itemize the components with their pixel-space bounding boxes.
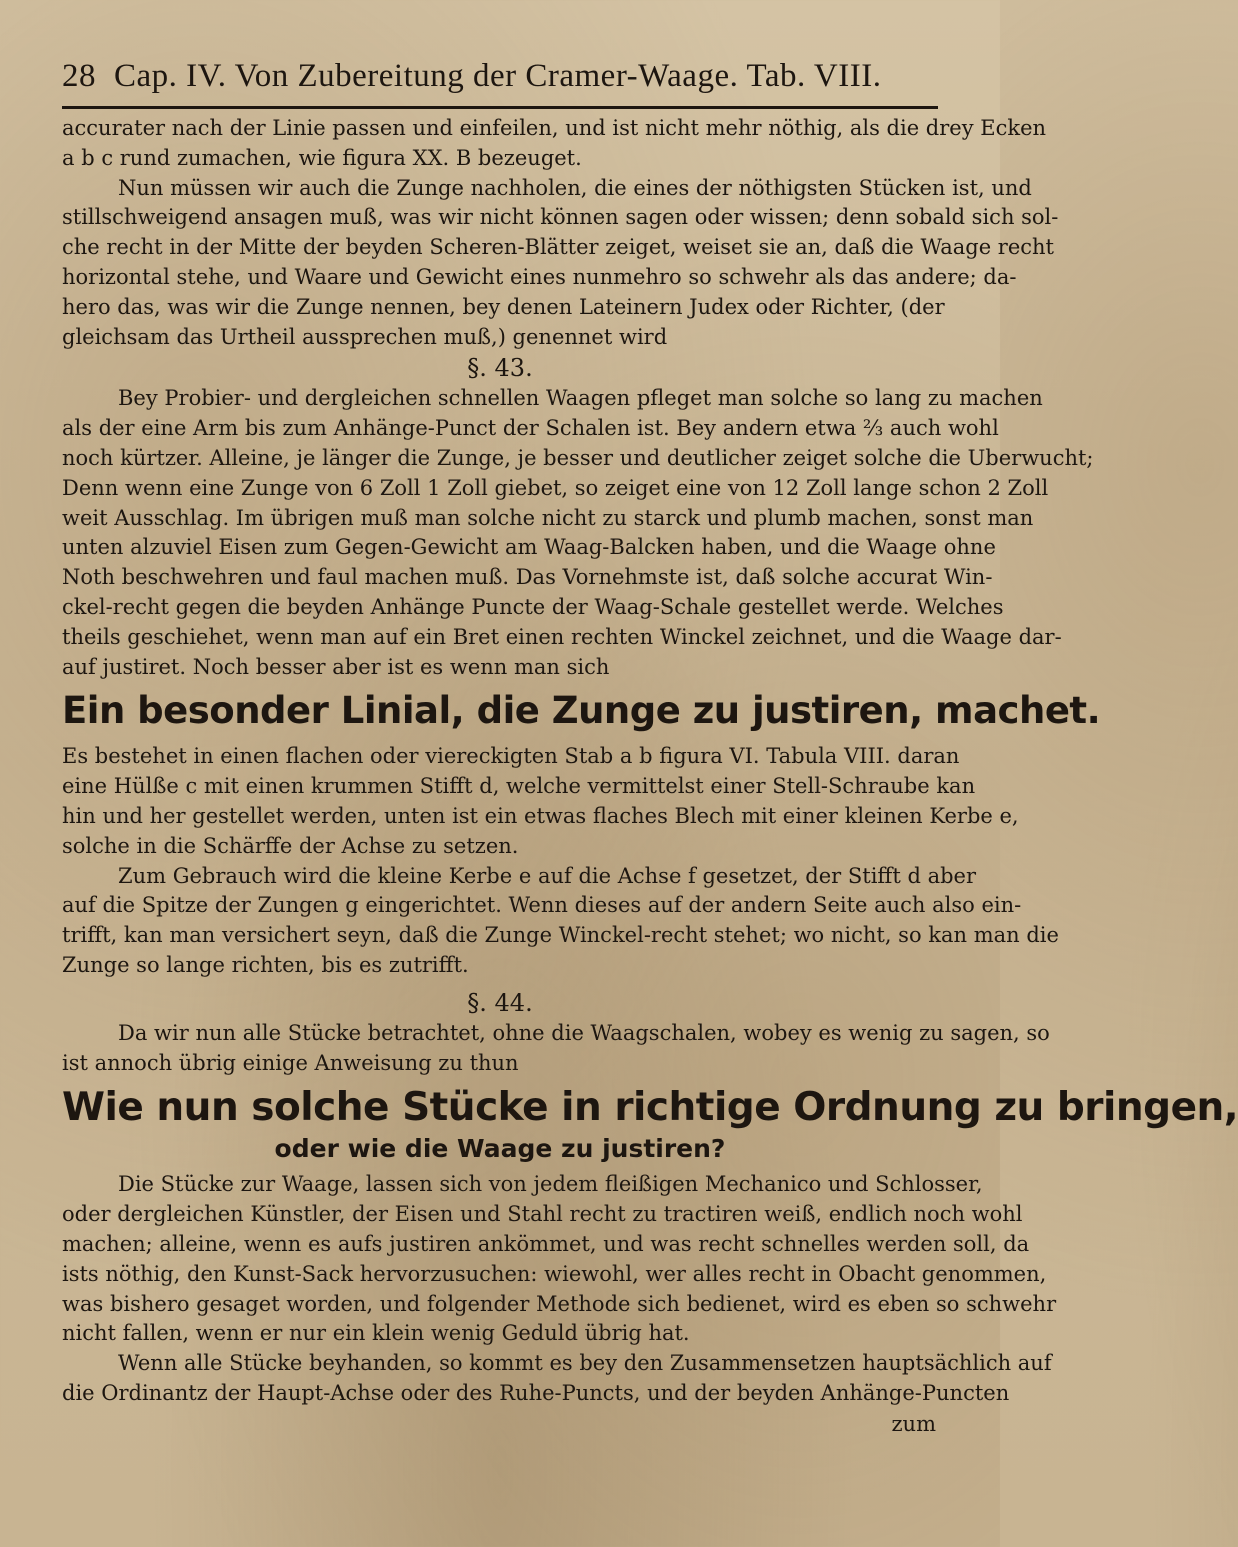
text-line: unten alzuviel Eisen zum Gegen-Gewicht am Waag-Balcken haben, und die Waage ohne <box>62 535 996 560</box>
text-line: Die Stücke zur Waage, lassen sich von jedem fleißigen Mechanico und Schlosser, <box>118 1172 983 1197</box>
heading-ordnung: Wie nun solche Stücke in richtige Ordnung zu bringen, <box>62 1085 1238 1131</box>
text-line: eine Hülße c mit einen krummen Stifft d, welche vermittelst einer Stell-Schraube kan <box>62 774 976 799</box>
text-line: Wenn alle Stücke beyhanden, so kommt es bey den Zusammensetzen hauptsächlich auf <box>118 1351 1052 1376</box>
text-line: a b c rund zumachen, wie figura XX. B bezeuget. <box>62 145 582 170</box>
page-body <box>62 114 1238 1439</box>
text-line: stillschweigend ansagen muß, was wir nicht können sagen oder wissen; denn sobald sich sol- <box>62 205 1059 230</box>
book-page <box>62 50 1238 1520</box>
text-line: ckel-recht gegen die beyden Anhänge Puncte der Waag-Schale gestellet werde. Welches <box>62 594 1004 619</box>
text-line: als der eine Arm bis zum Anhänge-Punct der Schalen ist. Bey andern etwa ⅔ auch wohl <box>62 416 999 441</box>
text-line: auf die Spitze der Zungen g eingerichtet. Wenn dieses auf der andern Seite auch also ein- <box>62 893 1022 918</box>
text-line: noch kürtzer. Alleine, je länger die Zunge, je besser und deutlicher zeiget solche die Uberwucht; <box>62 445 1094 470</box>
text-line: Es bestehet in einen flachen oder viereckigten Stab a b figura VI. Tabula VIII. daran <box>62 744 960 769</box>
text-line: ist annoch übrig einige Anweisung zu thun <box>62 1050 519 1075</box>
text-line: Bey Probier- und dergleichen schnellen Waagen pfleget man solche so lang zu machen <box>118 386 1043 411</box>
section-number-43: §. 43. <box>467 354 533 383</box>
text-line: horizontal stehe, und Waare und Gewicht eines nunmehro so schwehr als das andere; da- <box>62 264 1017 289</box>
text-line: Da wir nun alle Stücke betrachtet, ohne die Waagschalen, wobey es wenig zu sagen, so <box>118 1020 1050 1045</box>
text-line: Zunge so lange richten, bis es zutrifft. <box>62 952 469 977</box>
text-line: trifft, kan man versichert seyn, daß die Zunge Winckel-recht stehet; wo nicht, so kan man die <box>62 923 1059 948</box>
subheading-justiren: oder wie die Waage zu justiren? <box>274 1134 726 1164</box>
text-line: Zum Gebrauch wird die kleine Kerbe e auf die Achse f gesetzet, der Stifft d aber <box>118 863 976 888</box>
text-line: Nun müssen wir auch die Zunge nachholen, die eines der nöthigsten Stücken ist, und <box>118 175 1032 200</box>
header-rule <box>62 106 938 109</box>
text-line: ists nöthig, den Kunst-Sack hervorzusuchen: wiewohl, wer alles recht in Obacht genommen, <box>62 1261 1047 1286</box>
text-line: weit Ausschlag. Im übrigen muß man solche nicht zu starck und plumb machen, sonst man <box>62 505 1034 530</box>
text-line: hero das, was wir die Zunge nennen, bey denen Lateinern Judex oder Richter, (der <box>62 294 945 319</box>
text-line: auf justiret. Noch besser aber ist es wenn man sich <box>62 654 610 679</box>
text-line: Noth beschwehren und faul machen muß. Das Vornehmste ist, daß solche accurat Win- <box>62 565 993 590</box>
running-header <box>62 58 938 106</box>
running-title: Cap. IV. Von Zubereitung der Cramer-Waage. Tab. VIII. <box>114 58 882 94</box>
text-line: hin und her gestellet werden, unten ist ein etwas flaches Blech mit einer kleinen Kerbe e, <box>62 803 1019 828</box>
text-line: oder dergleichen Künstler, der Eisen und Stahl recht zu tractiren weiß, endlich noch wohl <box>62 1202 1023 1227</box>
section-number-44: §. 44. <box>467 988 533 1017</box>
text-line: was bishero gesaget worden, und folgender Methode sich bedienet, wird es eben so schwehr <box>62 1291 1057 1316</box>
text-line: theils geschiehet, wenn man auf ein Bret einen rechten Winckel zeichnet, und die Waage dar- <box>62 624 1062 649</box>
text-line: nicht fallen, wenn er nur ein klein wenig Geduld übrig hat. <box>62 1321 690 1346</box>
catchword: zum <box>891 1411 936 1436</box>
text-line: che recht in der Mitte der beyden Scheren-Blätter zeiget, weiset sie an, daß die Waage recht <box>62 235 1054 260</box>
text-line: die Ordinantz der Haupt-Achse oder des Ruhe-Puncts, und der beyden Anhänge-Puncten <box>62 1380 1010 1405</box>
text-line: machen; alleine, wenn es aufs justiren ankömmet, und was recht schnelles werden soll, da <box>62 1231 1030 1256</box>
heading-linial: Ein besonder Linial, die Zunge zu justiren, machet. <box>62 689 1101 733</box>
text-line: solche in die Schärffe der Achse zu setzen. <box>62 833 519 858</box>
page-number: 28 <box>62 58 96 94</box>
text-line: Denn wenn eine Zunge von 6 Zoll 1 Zoll giebet, so zeiget eine von 12 Zoll lange schon 2 Zoll <box>62 475 1049 500</box>
text-line: gleichsam das Urtheil aussprechen muß,) genennet wird <box>62 324 668 349</box>
text-line: accurater nach der Linie passen und einfeilen, und ist nicht mehr nöthig, als die drey Ecken <box>62 116 1047 140</box>
